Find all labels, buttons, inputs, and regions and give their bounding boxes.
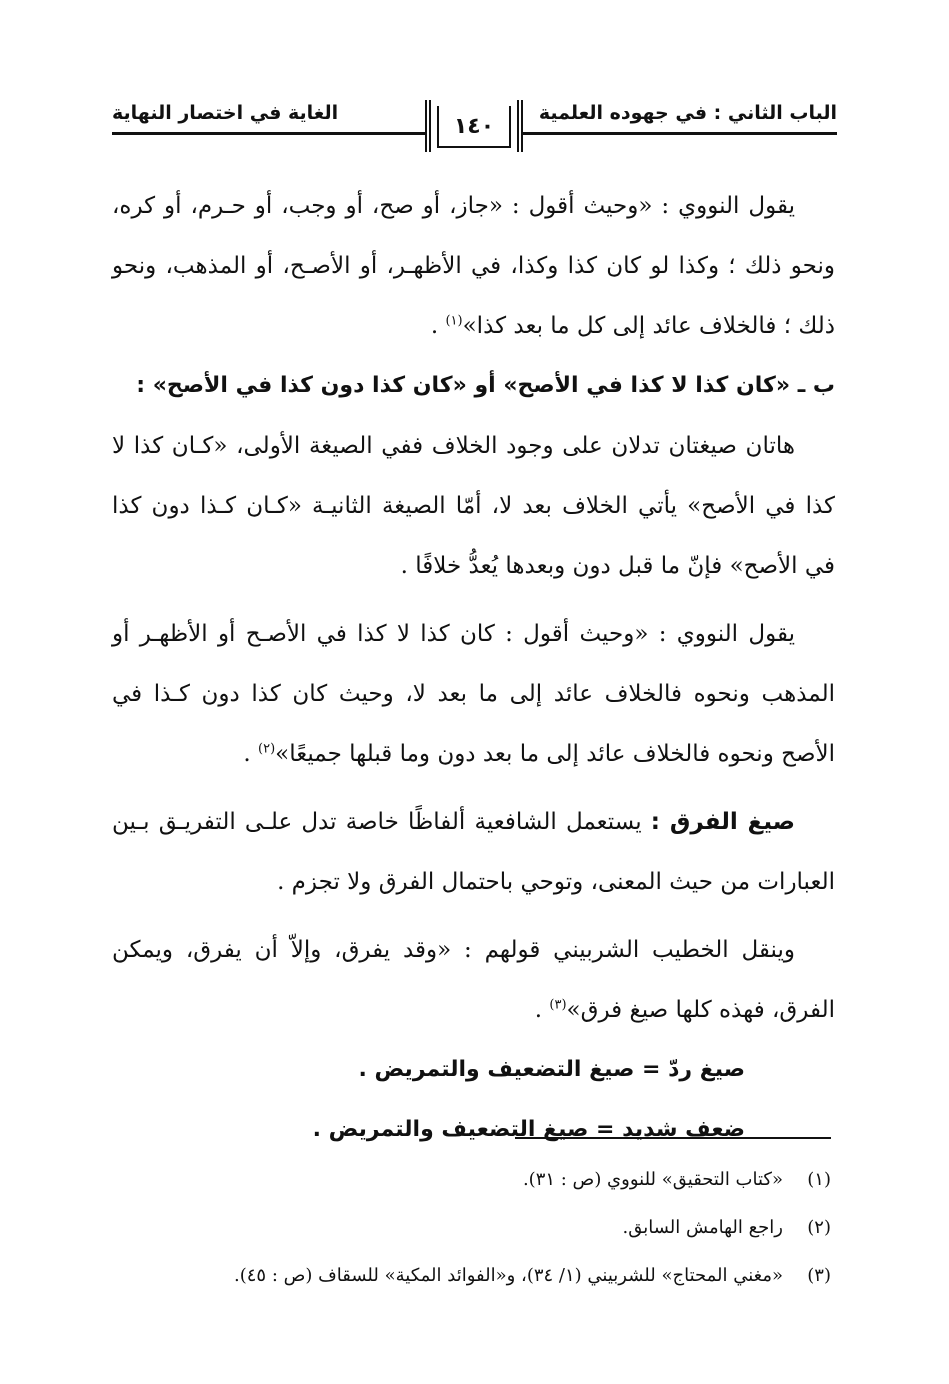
formula-severe-weakness: ضعف شديد = صيغ التضعيف والتمريض .: [312, 1117, 745, 1142]
footnote-1: [112, 1156, 831, 1204]
paragraph-text: وينقل الخطيب الشربيني قولهم : «وقد يفرق، وإلاّ أن يفرق، ويمكن الفرق، فهذه كلها صيغ فرق»: [112, 937, 835, 1023]
footnote-number: (٣): [807, 1265, 831, 1286]
page-number: ١٤٠: [437, 106, 511, 148]
paragraph-nawawi-quote-1: [112, 176, 835, 356]
footnote-ref-1[interactable]: (١): [445, 313, 463, 329]
paragraph-end: .: [243, 741, 259, 767]
paragraph-text: يستعمل الشافعية ألفاظًا خاصة تدل علـى التفريـق بـين العبارات من حيث المعنى، وتوحي باحتمال الفرق ولا تجزم .: [112, 809, 835, 895]
formula-weak-forms: صيغ ردّ = صيغ التضعيف والتمريض .: [358, 1057, 745, 1082]
paragraph-distinction-forms: [112, 792, 835, 912]
page-header: [112, 98, 837, 158]
footnote-ref-2[interactable]: (٢): [258, 741, 276, 757]
section-heading-b: ب ـ «كان كذا لا كذا في الأصح» أو «كان كذا دون كذا في الأصح» :: [136, 373, 835, 398]
paragraph-text: يقول النووي : «وحيث أقول : كان كذا لا كذا في الأصـح أو الأظهـر أو المذهب ونحوه فالخلاف عائد إلى ما بعد لا، وحيث كان كذا دون كـذا في الأصح ونحوه فالخلاف عائد إلى ما بعد دون وما قبلها جميعًا»: [112, 621, 835, 767]
paragraph-shirbini: [112, 920, 835, 1040]
footnote-text: راجع الهامش السابق.: [622, 1217, 783, 1238]
footnote-2: [112, 1204, 831, 1252]
footnotes: [112, 1156, 831, 1300]
main-text: [112, 176, 835, 1160]
page-number-frame: [425, 100, 523, 152]
term-distinction-forms: صيغ الفرق :: [650, 809, 796, 835]
footnote-3: [112, 1252, 831, 1300]
chapter-title: الباب الثاني : في جهوده العلمية: [538, 102, 837, 124]
footnote-number: (١): [807, 1169, 831, 1190]
footnote-ref-3[interactable]: (٣): [549, 997, 567, 1013]
footnote-text: «مغني المحتاج» للشربيني (١/ ٣٤)، و«الفوائد المكية» للسقاف (ص : ٤٥).: [234, 1265, 783, 1286]
paragraph-end: .: [430, 313, 446, 339]
book-title: الغاية في اختصار النهاية: [112, 102, 339, 124]
footnote-text: «كتاب التحقيق» للنووي (ص : ٣١).: [522, 1169, 783, 1190]
paragraph-text: يقول النووي : «وحيث أقول : «جاز، أو صح، أو وجب، أو حـرم، أو كره، ونحو ذلك ؛ وكذا لو كان كذا وكذا، في الأظهـر، أو الأصـح، أو المذهب، ونحو ذلك ؛ فالخلاف عائد إلى كل ما بعد كذا»: [112, 193, 835, 339]
footnote-divider: [515, 1137, 831, 1139]
footnote-number: (٢): [807, 1217, 831, 1238]
paragraph-nawawi-quote-2: [112, 604, 835, 784]
paragraph-two-formulas: هاتان صيغتان تدلان على وجود الخلاف ففي الصيغة الأولى، «كـان كذا لا كذا في الأصح» يأتي الخلاف بعد لا، أمّا الصيغة الثانيـة «كـان كـذا دون كذا في الأصح» فإنّ ما قبل دون وبعدها يُعدُّ خلافًا .: [112, 433, 835, 579]
paragraph-end: .: [534, 997, 550, 1023]
